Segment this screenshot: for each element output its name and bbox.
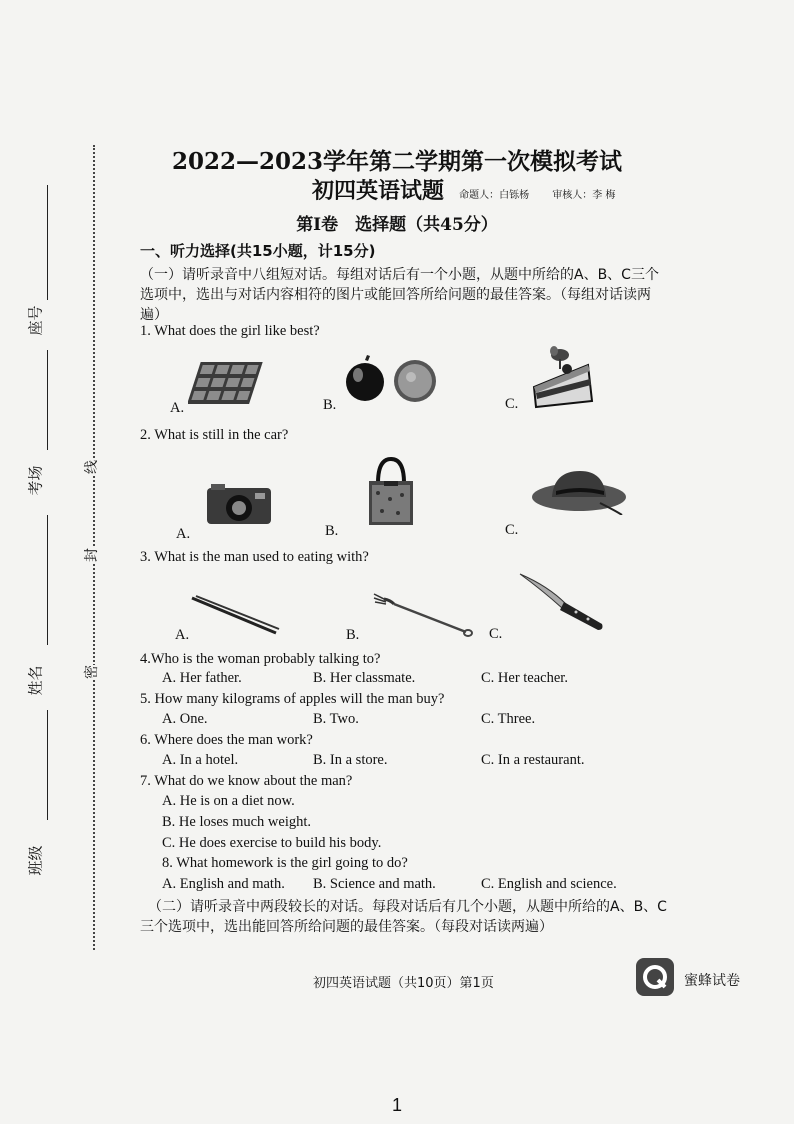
- brand-logo: [636, 958, 674, 996]
- part-title: 第Ⅰ卷 选择题（共45分）: [296, 215, 498, 235]
- margin-line-room: [47, 350, 48, 450]
- q4-option-c: C. Her teacher.: [481, 670, 568, 686]
- apple-and-orange-icon: [345, 355, 440, 405]
- q2-option-b: B.: [325, 523, 339, 539]
- question-6: 6. Where does the man work?: [140, 732, 313, 748]
- brand-icon: [636, 958, 674, 996]
- seal-char-seal: 封: [79, 548, 103, 562]
- label-exam-room: 考场: [26, 465, 45, 496]
- q6-option-c: C. In a restaurant.: [481, 752, 585, 768]
- question-3: 3. What is the man used to eating with?: [140, 549, 369, 565]
- q2-option-a: A.: [176, 526, 191, 542]
- part1-instruction-line1: （一）请听录音中八组短对话。每组对话后有一个小题，从题中所给的A、B、C三个: [140, 267, 659, 283]
- q3-option-c: C.: [489, 626, 503, 642]
- q3-option-a: A.: [175, 627, 190, 643]
- chopsticks-icon: [190, 595, 280, 635]
- question-2: 2. What is still in the car?: [140, 427, 289, 443]
- setter-name: 命题人：白铄杨: [459, 190, 530, 201]
- page-label: 初四英语试题（共10页）第1页: [313, 976, 494, 991]
- question-4: 4.Who is the woman probably talking to?: [140, 651, 381, 667]
- q7-option-b: B. He loses much weight.: [162, 814, 312, 830]
- cake-slice-icon: [532, 345, 594, 413]
- exam-subtitle: 初四英语试题: [312, 178, 445, 204]
- chocolate-bar-icon: [188, 358, 270, 410]
- knife-icon: [518, 572, 606, 632]
- hat-icon: [530, 465, 628, 515]
- q6-option-b: B. In a store.: [313, 752, 388, 768]
- part2-instruction-line1: （二）请听录音中两段较长的对话。每段对话后有几个小题，从题中所给的A、B、C: [148, 899, 667, 915]
- q4-option-b: B. Her classmate.: [313, 670, 416, 686]
- brand-name: 蜜蜂试卷: [684, 973, 740, 989]
- margin-line-class: [47, 710, 48, 820]
- part1-instruction-line3: 遍）: [140, 307, 168, 323]
- camera-icon: [205, 482, 273, 526]
- question-1: 1. What does the girl like best?: [140, 323, 320, 339]
- q8-option-b: B. Science and math.: [313, 876, 436, 892]
- part1-instruction-line2: 选项中，选出与对话内容相符的图片或能回答所给问题的最佳答案。（每组对话读两: [140, 287, 651, 303]
- margin-line-room-2: [47, 515, 48, 645]
- q1-option-c: C.: [505, 396, 519, 412]
- q1-option-a: A.: [170, 400, 185, 416]
- page-number: 1: [392, 1095, 403, 1115]
- label-name: 姓名: [26, 665, 45, 696]
- handbag-icon: [366, 455, 416, 527]
- q6-option-a: A. In a hotel.: [162, 752, 239, 768]
- label-seat-number: 座号: [26, 305, 45, 336]
- question-5: 5. How many kilograms of apples will the man buy?: [140, 691, 445, 707]
- seal-char-secret: 密: [79, 665, 103, 679]
- q7-option-a: A. He is on a diet now.: [162, 793, 295, 809]
- subtitle-row: [312, 174, 615, 205]
- part2-instruction-line2: 三个选项中，选出能回答所给问题的最佳答案。（每段对话读两遍）: [140, 919, 553, 935]
- section-heading: 一、听力选择(共15小题，计15分): [140, 242, 376, 260]
- q4-option-a: A. Her father.: [162, 670, 242, 686]
- q8-option-c: C. English and science.: [481, 876, 617, 892]
- q1-option-b: B.: [323, 397, 337, 413]
- margin-line-seat: [47, 185, 48, 300]
- reviewer-name: 审核人：李 梅: [552, 190, 616, 201]
- q2-option-c: C.: [505, 522, 519, 538]
- question-8: 8. What homework is the girl going to do?: [162, 855, 408, 871]
- label-class: 班级: [26, 845, 45, 876]
- fork-icon: [372, 590, 476, 638]
- q3-option-b: B.: [346, 627, 360, 643]
- question-7: 7. What do we know about the man?: [140, 773, 353, 789]
- q8-option-a: A. English and math.: [162, 876, 285, 892]
- exam-title: 2022—2023学年第二学期第一次模拟考试: [171, 148, 623, 175]
- q5-option-c: C. Three.: [481, 711, 536, 727]
- q5-option-a: A. One.: [162, 711, 208, 727]
- q5-option-b: B. Two.: [313, 711, 359, 727]
- seal-char-line: 线: [79, 460, 103, 474]
- q7-option-c: C. He does exercise to build his body.: [162, 835, 382, 851]
